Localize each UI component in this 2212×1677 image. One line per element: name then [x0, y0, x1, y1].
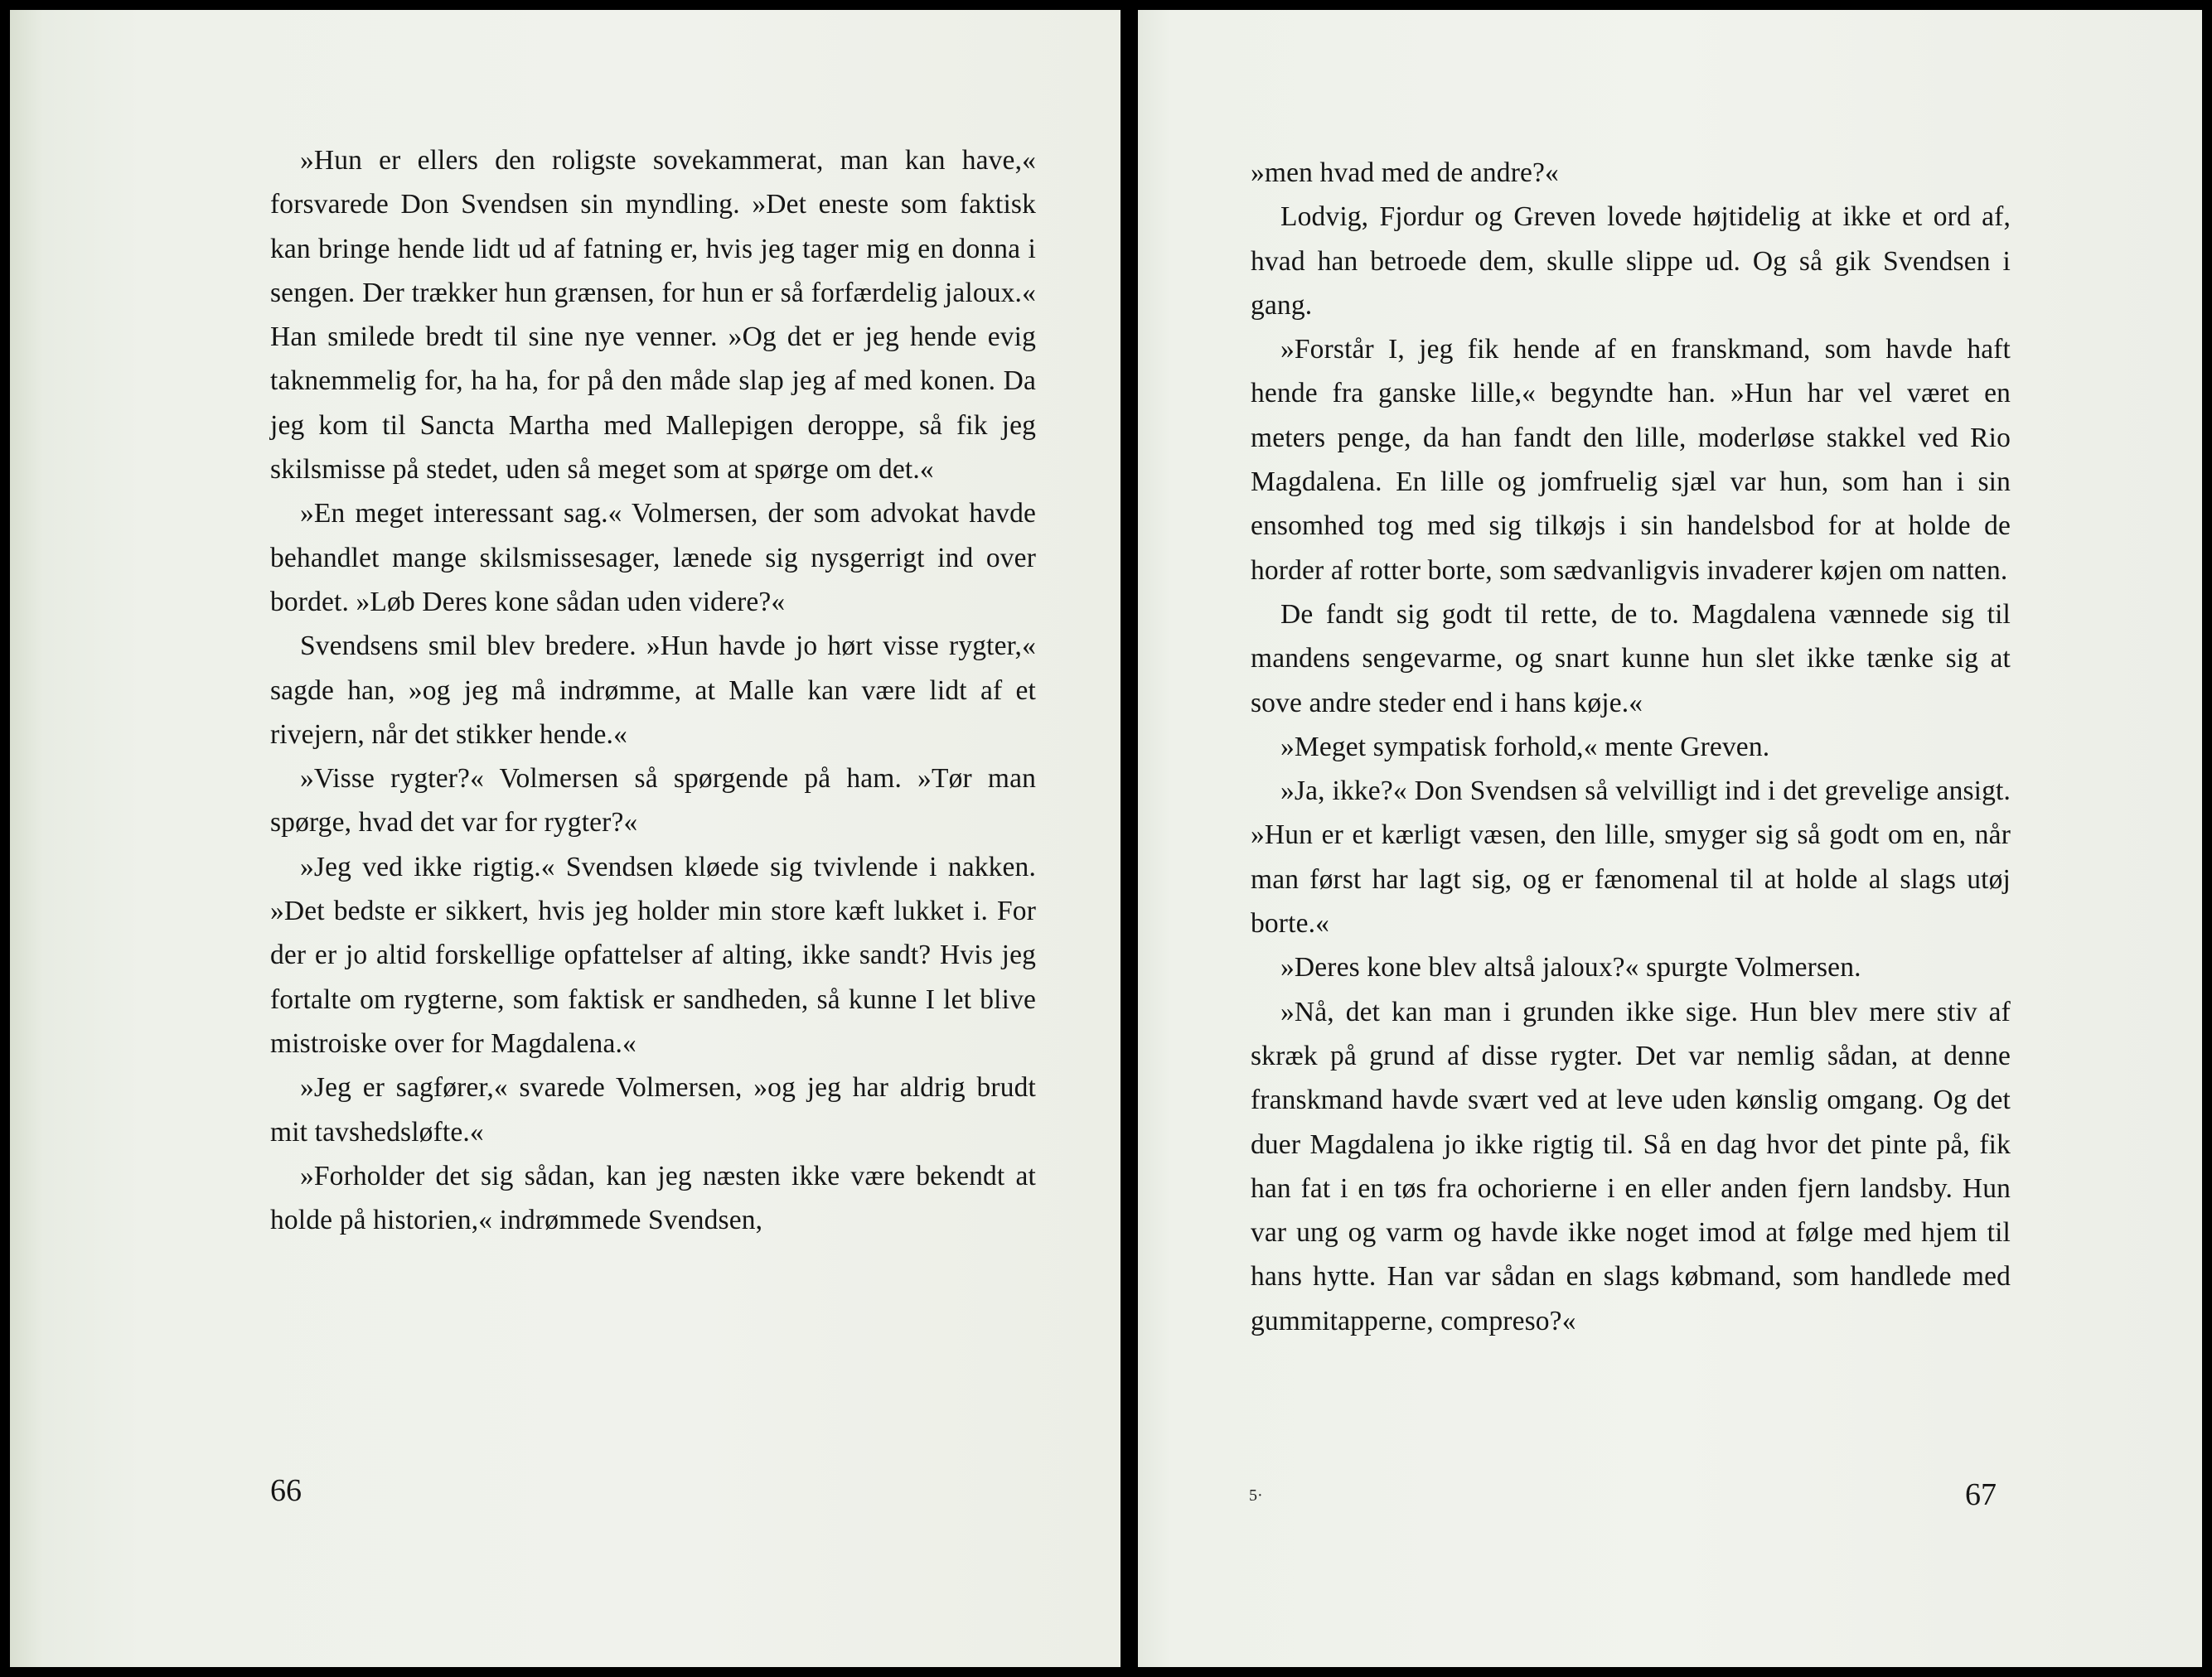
- paragraph: »Hun er ellers den roligste sovekammerat, man kan have,« forsvarede Don Svendsen sin myndling. »Det eneste som faktisk kan bringe hende lidt ud af fatning er, hvis jeg tager mig en donna i sengen. Der trækker hun grænsen, for hun er så forfærdelig jaloux.« Han smilede bredt til sine nye venner. »Og det er jeg hende evig taknemmelig for, ha ha, for på den måde slap jeg af med konen. Da jeg kom til Sancta Martha med Mallepigen deroppe, så fik jeg skilsmisse på stedet, uden så meget som at spørge om det.«: [270, 145, 1036, 486]
- paragraph: Lodvig, Fjordur og Greven lovede højtidelig at ikke et ord af, hvad han betroede dem, skulle slippe ud. Og så gik Svendsen i gang.: [1251, 201, 2011, 321]
- left-page-text: [270, 138, 1036, 1242]
- right-page: [1138, 10, 2202, 1667]
- signature-mark: 5·: [1249, 1486, 1263, 1505]
- paragraph: De fandt sig godt til rette, de to. Magdalena vænnede sig til mandens sengevarme, og snart kunne hun slet ikke tænke sig at sove andre steder end i hans køje.«: [1251, 598, 2011, 718]
- page-number: 67: [1965, 1477, 1997, 1512]
- paragraph: »Forholder det sig sådan, kan jeg næsten ikke være bekendt at holde på historien,« indrømmede Svendsen,: [270, 1160, 1036, 1236]
- paragraph: »Visse rygter?« Volmersen så spørgende på ham. »Tør man spørge, hvad det var for rygter?«: [270, 763, 1036, 838]
- paragraph: »Deres kone blev altså jaloux?« spurgte Volmersen.: [1280, 952, 1861, 983]
- paragraph: Svendsens smil blev bredere. »Hun havde jo hørt visse rygter,« sagde han, »og jeg må indrømme, at Malle kan være lidt af et rivejern, når det stikker hende.«: [270, 631, 1036, 750]
- paragraph: »Ja, ikke?« Don Svendsen så velvilligt ind i det grevelige ansigt. »Hun er et kærligt væsen, den lille, smyger sig så godt om en, når man først har lagt sig, og er fænomenal til at holde al slags utøj borte.«: [1251, 776, 2011, 940]
- paragraph: »En meget interessant sag.« Volmersen, der som advokat havde behandlet mange skilsmissesager, lænede sig nysgerrigt ind over bordet. »Løb Deres kone sådan uden videre?«: [270, 498, 1036, 617]
- paragraph: »Meget sympatisk forhold,« mente Greven.: [1280, 731, 1770, 762]
- paragraph: »Jeg ved ikke rigtig.« Svendsen kløede sig tvivlende i nakken. »Det bedste er sikkert, hvis jeg holder min store kæft lukket i. For der er jo altid forskellige opfattelser af alting, ikke sandt? Hvis jeg fortalte om rygterne, som faktisk er sandheden, så kunne I let blive mistroiske over for Magdalena.«: [270, 851, 1036, 1059]
- right-page-text: [1251, 151, 2011, 1343]
- paragraph: »Forstår I, jeg fik hende af en franskmand, som havde haft hende fra ganske lille,« begyndte han. »Hun har vel været en meters penge, da han fandt den lille, moderløse stakkel ved Rio Magdalena. En lille og jomfruelig sjæl var hun, som han i sin ensomhed tog med sig tilkøjs i sin handelsbod for at holde de horder af rotter borte, som sædvanligvis invaderer køjen om natten.: [1251, 334, 2011, 586]
- page-number: 66: [270, 1473, 302, 1508]
- continuation-line: »men hvad med de andre?«: [1251, 157, 1559, 188]
- paragraph: »Jeg er sagfører,« svarede Volmersen, »og jeg har aldrig brudt mit tavshedsløfte.«: [270, 1072, 1036, 1148]
- left-page: [10, 10, 1121, 1667]
- paragraph: »Nå, det kan man i grunden ikke sige. Hun blev mere stiv af skræk på grund af disse rygter. Det var nemlig sådan, at denne franskmand havde svært ved at leve uden kønslig omgang. Og det duer Magdalena jo ikke rigtig til. Så en dag hvor det pinte på, fik han fat i en tøs fra ochorierne i en eller anden fjern landsby. Hun var ung og varm og havde ikke noget imod at følge med hjem til hans hytte. Han var sådan en slags købmand, som handlede med gummitapperne, compreso?«: [1251, 996, 2011, 1336]
